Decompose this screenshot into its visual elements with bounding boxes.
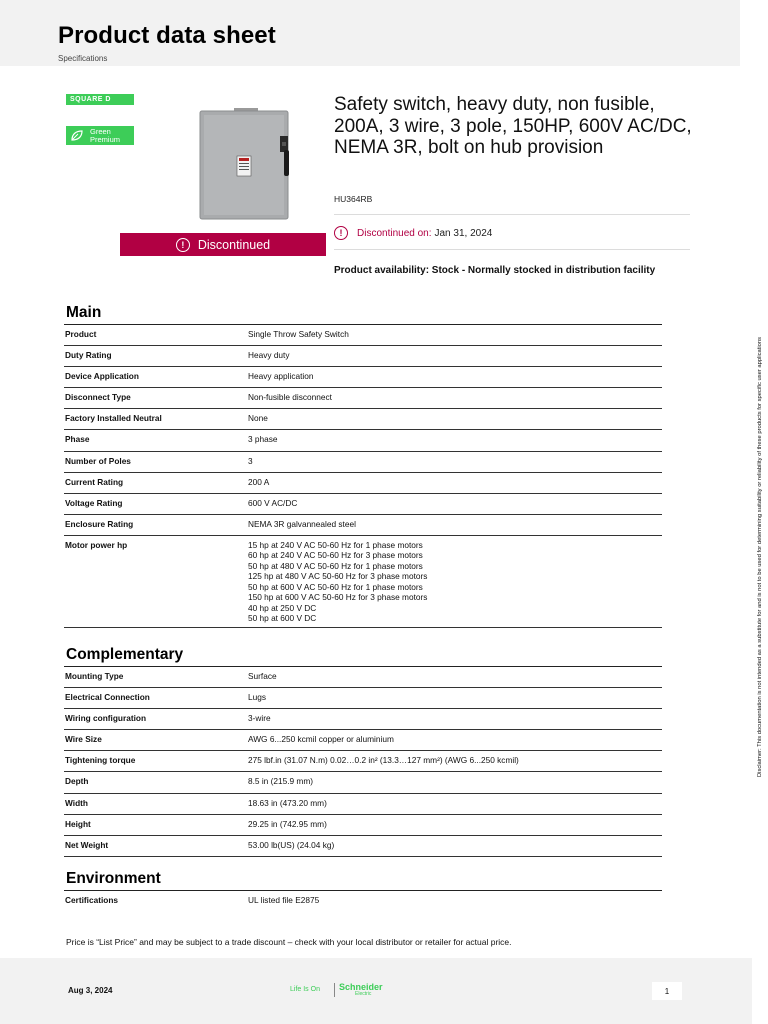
page-number: 1: [652, 982, 682, 1000]
green-premium-line1: Green: [90, 127, 111, 136]
spec-value: [248, 329, 662, 342]
spec-value-line: 53.00 lb(US) (24.04 kg): [248, 839, 335, 850]
spec-value: [248, 350, 662, 363]
footer-separator: [334, 983, 335, 997]
spec-value-line: 3 phase: [248, 434, 278, 445]
spec-row: [64, 667, 662, 688]
spec-key: Certifications: [65, 895, 119, 905]
spec-value-line: 3: [248, 455, 253, 466]
spec-row: [64, 409, 662, 430]
spec-row: [64, 494, 662, 515]
spec-key: Electrical Connection: [65, 692, 150, 703]
life-is-on-tagline: Life Is On: [290, 986, 320, 993]
spec-value-line: 125 hp at 480 V AC 50-60 Hz for 3 phase motors: [248, 571, 428, 582]
spec-key: Disconnect Type: [65, 392, 131, 403]
spec-value-line: 15 hp at 240 V AC 50-60 Hz for 1 phase motors: [248, 539, 423, 550]
spec-value-line: 50 hp at 600 V AC 50-60 Hz for 1 phase motors: [248, 581, 423, 592]
spec-key: Enclosure Rating: [65, 518, 134, 529]
square-d-logo-text: SQUARE D: [70, 96, 111, 103]
spec-value-line: Surface: [248, 671, 277, 681]
spec-row: [64, 346, 662, 367]
section-heading-environment: Environment: [66, 870, 161, 887]
spec-value: [248, 671, 662, 684]
green-premium-line2: Premium: [90, 134, 121, 144]
leaf-icon: [71, 130, 83, 141]
spec-row: [64, 794, 662, 815]
spec-key: Device Application: [65, 371, 139, 382]
divider: [334, 249, 690, 250]
spec-value-line: 50 hp at 600 V DC: [248, 613, 317, 624]
schneider-logo-text: Schneider: [339, 982, 383, 992]
spec-value: [248, 498, 662, 511]
spec-value-line: 200 A: [248, 476, 270, 487]
spec-value: [248, 734, 662, 747]
section-heading-complementary: Complementary: [66, 646, 184, 663]
page-title: Product data sheet: [58, 22, 276, 49]
spec-key: Current Rating: [65, 476, 124, 487]
spec-value-line: 600 V AC/DC: [248, 497, 298, 508]
spec-key: Mounting Type: [65, 671, 124, 681]
spec-key: Wire Size: [65, 734, 102, 745]
spec-row: [64, 751, 662, 772]
spec-value-line: 29.25 in (742.95 mm): [248, 818, 327, 829]
spec-value-line: 60 hp at 240 V AC 50-60 Hz for 3 phase motors: [248, 550, 423, 561]
spec-value-line: AWG 6...250 kcmil copper or aluminium: [248, 734, 394, 745]
spec-value: [248, 540, 662, 624]
spec-value: [248, 392, 662, 405]
spec-value-line: Lugs: [248, 692, 266, 703]
product-title: Safety switch, heavy duty, non fusible, 200A, 3 wire, 3 pole, 150HP, 600V AC/DC, NEMA 3R, bolt on hub provision: [334, 94, 692, 158]
divider: [334, 214, 690, 215]
spec-value-line: 150 hp at 600 V AC 50-60 Hz for 3 phase motors: [248, 592, 428, 603]
spec-value-line: None: [248, 413, 268, 424]
spec-key: Voltage Rating: [65, 497, 123, 508]
spec-key: Tightening torque: [65, 755, 136, 766]
discontinued-badge-label: Discontinued: [197, 237, 271, 252]
discontinued-label: Discontinued on:: [357, 227, 432, 239]
spec-value-line: 3-wire: [248, 713, 271, 724]
spec-row: [64, 515, 662, 536]
spec-row: [64, 430, 662, 451]
discontinued-info: [334, 226, 492, 240]
footer-date: Aug 3, 2024: [68, 986, 113, 995]
spec-value: [248, 434, 662, 447]
spec-row: [64, 688, 662, 709]
schneider-logo: [339, 983, 383, 997]
spec-row: [64, 730, 662, 751]
green-premium-logo: [66, 126, 134, 145]
spec-value: [248, 477, 662, 490]
spec-value: [248, 371, 662, 384]
spec-value-line: 8.5 in (215.9 mm): [248, 776, 314, 787]
spec-key: Motor power hp: [65, 539, 128, 550]
spec-row: [64, 709, 662, 730]
spec-table-environment: [64, 890, 662, 912]
spec-value-line: 50 hp at 480 V AC 50-60 Hz for 1 phase motors: [248, 560, 423, 571]
spec-key: Wiring configuration: [65, 713, 147, 724]
discontinued-date: Jan 31, 2024: [434, 227, 493, 239]
spec-value-line: 275 lbf.in (31.07 N.m) 0.02…0.2 in² (13.3…127 mm²) (AWG 6...250 kcmil): [248, 755, 519, 766]
spec-value: [248, 840, 662, 853]
spec-row: [64, 452, 662, 473]
alert-icon: !: [334, 226, 348, 240]
discontinued-badge: [120, 233, 326, 256]
product-image: [196, 106, 296, 222]
section-heading-main: Main: [66, 304, 102, 321]
spec-key: Width: [65, 797, 88, 808]
spec-value-line: 18.63 in (473.20 mm): [248, 797, 327, 808]
spec-value: [248, 692, 662, 705]
spec-value-line: 40 hp at 250 V DC: [248, 602, 317, 613]
spec-value: [248, 819, 662, 832]
product-reference: HU364RB: [334, 194, 373, 204]
spec-value-line: NEMA 3R galvannealed steel: [248, 518, 356, 529]
spec-row: [64, 836, 662, 857]
spec-value: [248, 413, 662, 426]
spec-row: [64, 891, 662, 912]
spec-row: [64, 325, 662, 346]
spec-value: [248, 776, 662, 789]
spec-row: [64, 367, 662, 388]
page-subtitle: Specifications: [58, 54, 108, 63]
product-availability: Product availability: Stock - Normally stocked in distribution facility: [334, 265, 656, 276]
spec-row: [64, 388, 662, 409]
spec-value-line: Heavy application: [248, 371, 314, 382]
spec-value: [248, 456, 662, 469]
spec-row: [64, 473, 662, 494]
spec-row: [64, 536, 662, 628]
spec-value: [248, 519, 662, 532]
spec-key: Duty Rating: [65, 350, 112, 361]
spec-value: [248, 895, 662, 909]
spec-value-line: UL listed file E2875: [248, 895, 320, 905]
spec-key: Height: [65, 818, 91, 829]
spec-row: [64, 815, 662, 836]
spec-key: Net Weight: [65, 839, 109, 850]
spec-value-line: Non-fusible disconnect: [248, 392, 332, 403]
schneider-logo-subtext: Electric: [355, 991, 372, 997]
spec-key: Phase: [65, 434, 90, 445]
spec-value-line: Heavy duty: [248, 350, 290, 361]
spec-key: Factory Installed Neutral: [65, 413, 162, 424]
spec-key: Product: [65, 329, 97, 339]
spec-table-complementary: [64, 666, 662, 857]
spec-value: [248, 755, 662, 768]
spec-key: Number of Poles: [65, 455, 131, 466]
spec-key: Depth: [65, 776, 89, 787]
alert-icon: !: [176, 238, 190, 252]
spec-table-main: [64, 324, 662, 628]
spec-value: [248, 713, 662, 726]
spec-value: [248, 798, 662, 811]
spec-value-line: Single Throw Safety Switch: [248, 329, 349, 339]
disclaimer-text: Disclaimer: This documentation is not intended as a substitute for and is not to be used for determining suitability or reliability of these products for specific user applications: [757, 336, 763, 778]
square-d-logo: [66, 94, 134, 105]
price-note: Price is “List Price” and may be subject to a trade discount – check with your local distributor or retailer for actual price.: [66, 937, 512, 947]
spec-row: [64, 772, 662, 793]
